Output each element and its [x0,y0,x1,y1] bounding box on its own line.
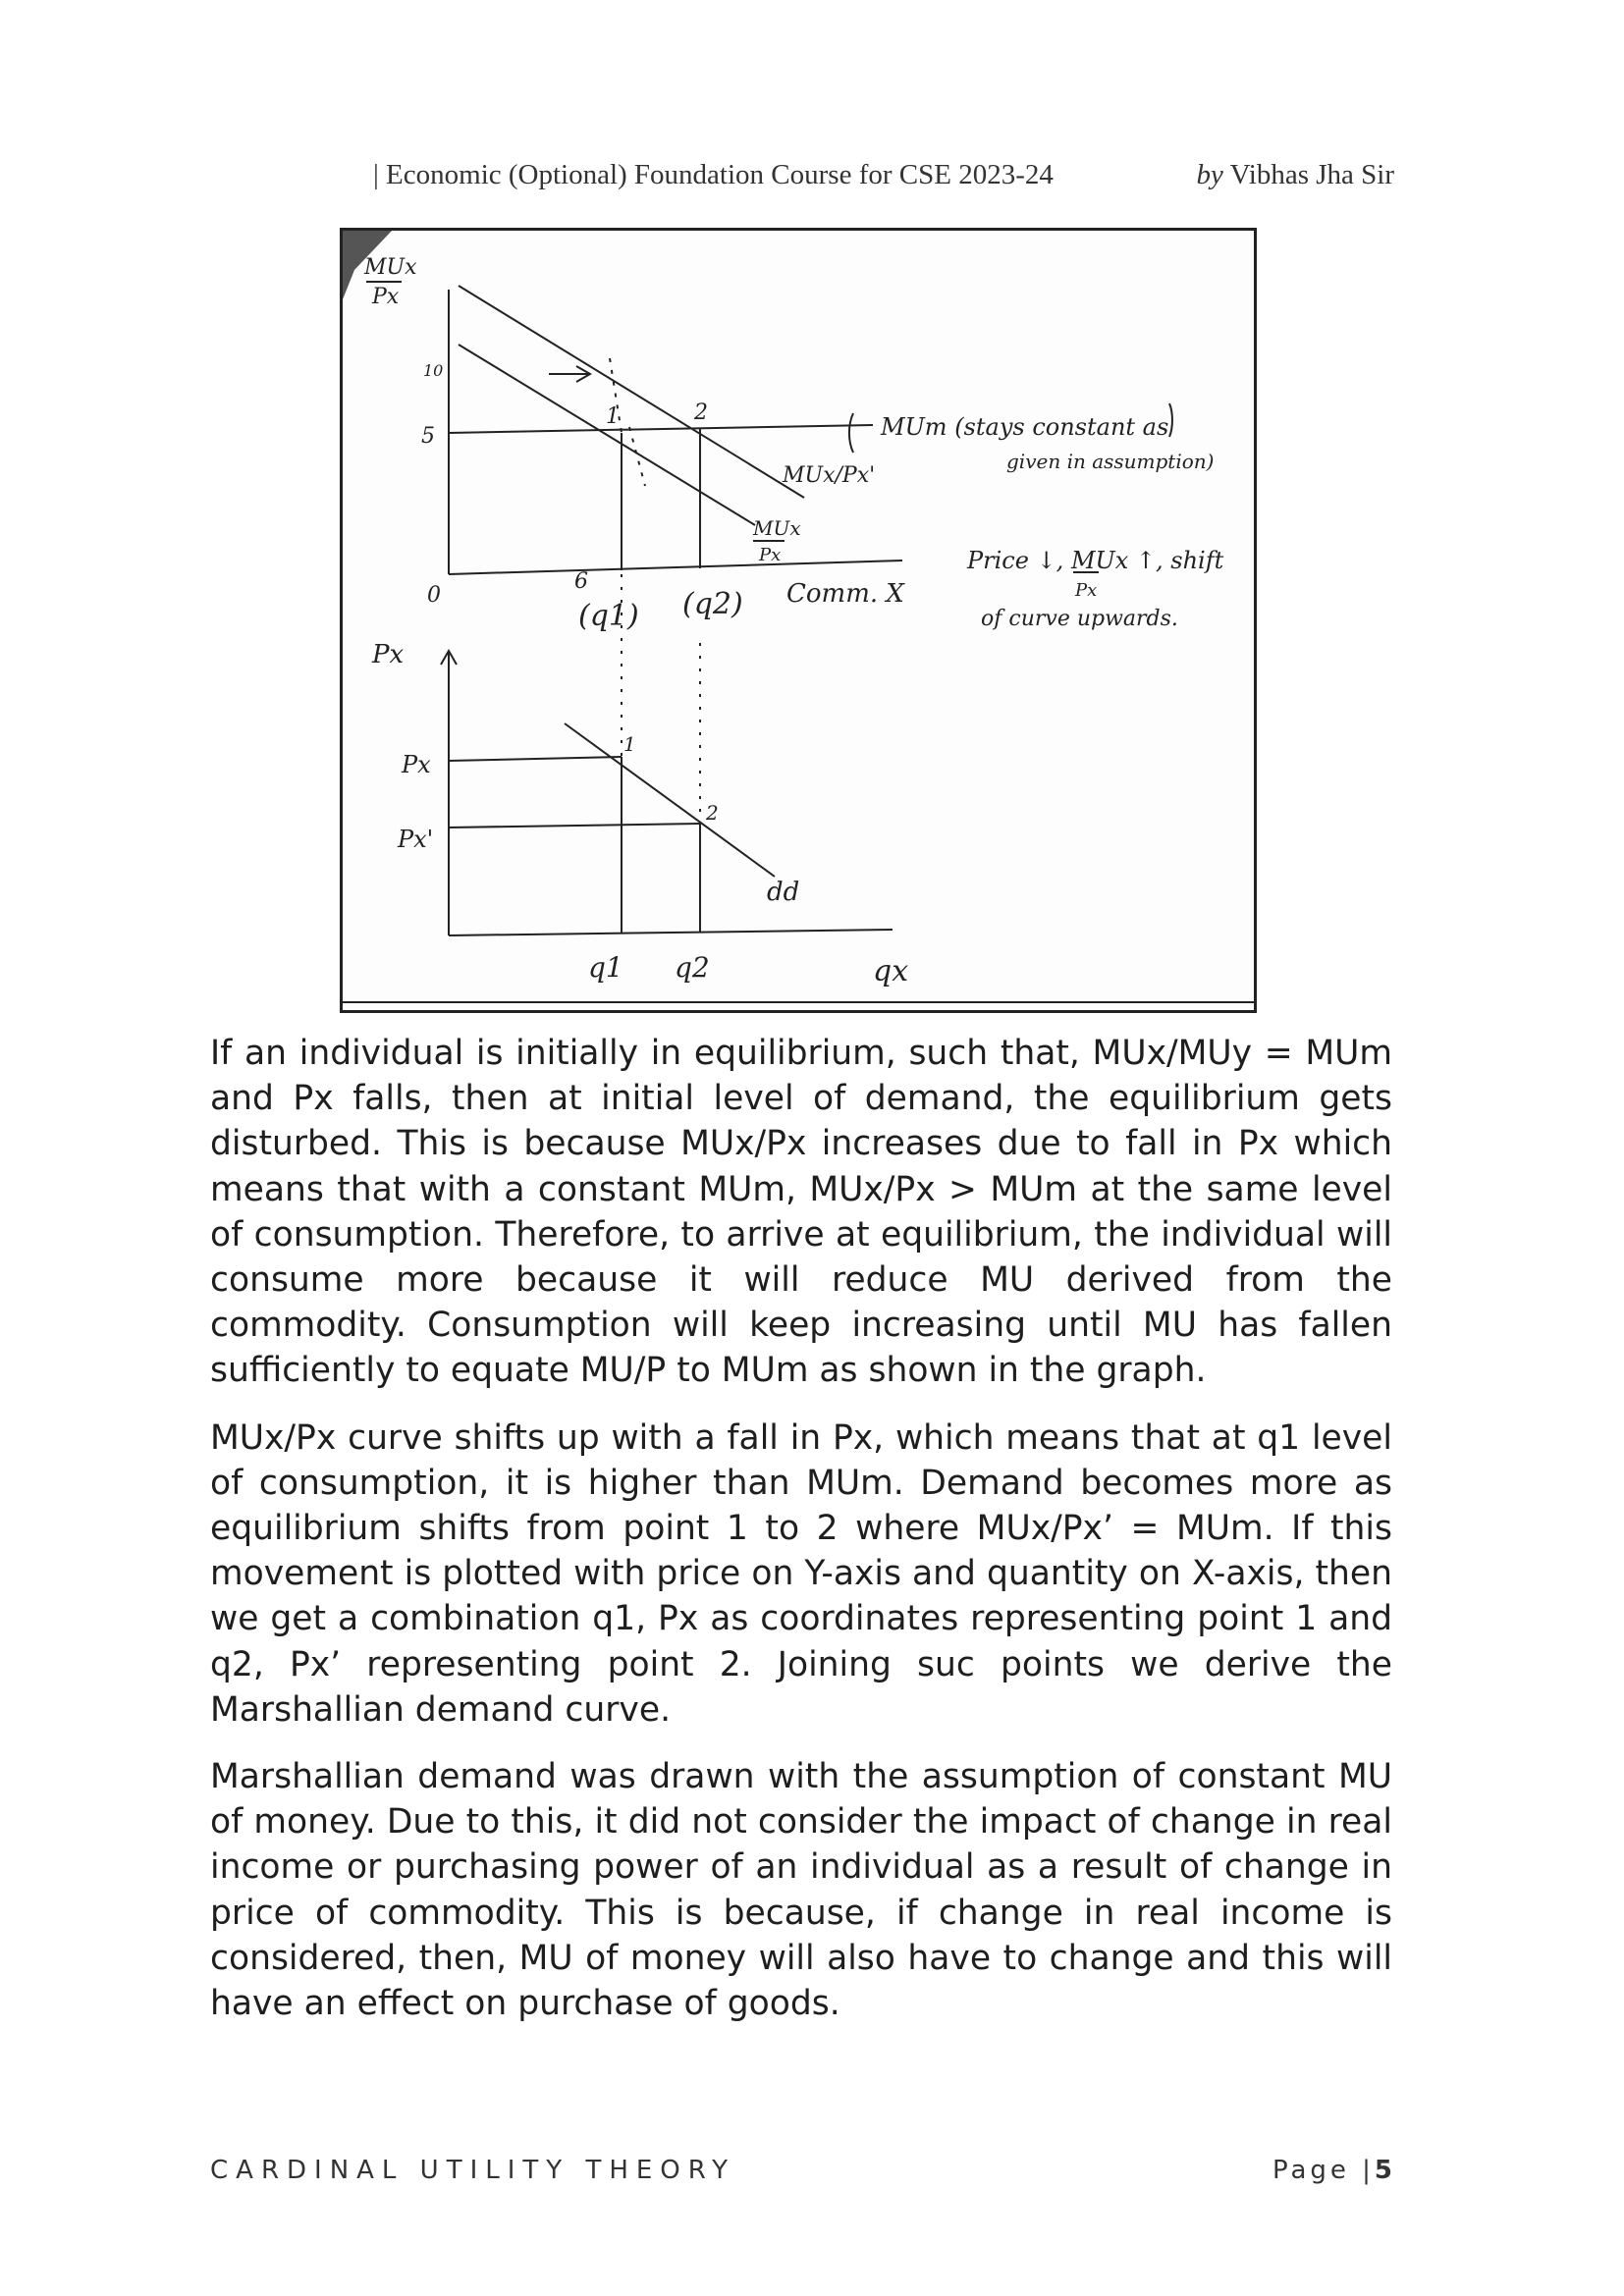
x-axis-label-top: Comm. X [786,579,904,609]
page-indicator [1272,2156,1392,2185]
author-credit [1196,159,1394,191]
by-word: by [1196,159,1223,190]
bottom-x-axis-label: qx [873,954,909,988]
x-tick-6: 6 [574,569,588,594]
bottom-y-axis-label: Px [372,640,405,669]
body-text [210,1031,1392,2048]
paragraph-1: If an individual is initially in equilibrium, such that, MUx/MUy = MUm and Px falls, then at initial level of demand, the equilibrium gets disturbed. This is because MUx/Px increases due to fall in Px which means that with a constant MUm, MUx/Px > MUm at the same level of consumption. Therefore, to arrive at equilibrium, the individual will consume more because it will reduce MU derived from the commodity. Consumption will keep increasing until MU has fallen sufficiently to equate MU/P to MUm as shown in the graph. [210,1034,1392,1391]
paragraph-3: Marshallian demand was drawn with the assumption of constant MU of money. Due to this, it did not consider the impact of change in real income or purchasing power of an individual as a result of change in price of commodity. This is because, if change in real income is considered, then, MU of money will also have to change and this will have an effect on purchase of goods. [210,1757,1392,2024]
bottom-point-1: 1 [623,732,636,756]
bottom-x-axis [449,930,893,935]
top-y-label-den: Px [372,285,400,309]
top-point-1: 1 [606,404,620,429]
shift-note-line2: of curve upwards. [981,607,1178,631]
top-y-label-num: MUx [364,255,417,280]
page-label: Page | [1272,2156,1375,2185]
label-q2-top: (q2) [682,587,743,621]
page-number: 5 [1374,2156,1392,2185]
tick-10: 10 [423,361,444,380]
curve-mux-px-prime [459,286,804,498]
handdrawn-diagram [340,228,1257,1013]
author-name: Vibhas Jha Sir [1229,159,1394,190]
label-q1-bottom: q1 [588,951,623,984]
tick-5: 5 [421,424,435,449]
top-origin: 0 [427,583,441,608]
demand-curve [565,723,775,877]
mum-label-bracket [849,413,853,453]
mum-label-bracket-close [1169,403,1172,437]
paragraph-2: MUx/Px curve shifts up with a fall in Px, which means that at q1 level of consumption, it is higher than MUm. Demand becomes more as equilibrium shifts from point 1 to 2 where MUx/Px’ = MUm. If this movement is plotted with price on Y-axis and quantity on X-axis, then we get a combination q1, Px as coordinates representing point 1 and q2, Px’ representing point 2. Joining suc points we derive the Marshallian demand curve. [210,1417,1392,1730]
bottom-point-2: 2 [706,801,719,825]
label-q2-bottom: q2 [675,951,710,984]
mum-line [449,425,873,433]
label-q1-top: (q1) [578,599,639,633]
top-x-axis [449,561,902,574]
bottom-panel [441,574,893,935]
curve-mux-px [459,345,755,525]
shift-note-px: Px [1075,580,1098,601]
shift-note-line1: Price ↓, MUx ↑, shift [967,547,1224,574]
curve-label-new: MUx/Px' [783,463,876,488]
diagram-svg [343,231,1254,1010]
top-point-2: 2 [694,400,708,425]
label-px-prime: Px' [398,826,434,853]
px-prime-line [449,824,700,828]
px-line [449,757,622,761]
chapter-name: CARDINAL UTILITY THEORY [210,2156,736,2185]
mum-label-cont: given in assumption) [1006,450,1215,473]
curve-label-old-den: Px [759,545,782,565]
curve-label-old-num: MUx [753,516,801,540]
course-title: | Economic (Optional) Foundation Course for CSE 2023-24 [373,159,1054,190]
mum-label: MUm (stays constant as [881,413,1169,441]
label-px: Px [402,751,431,778]
demand-curve-label: dd [767,878,800,907]
